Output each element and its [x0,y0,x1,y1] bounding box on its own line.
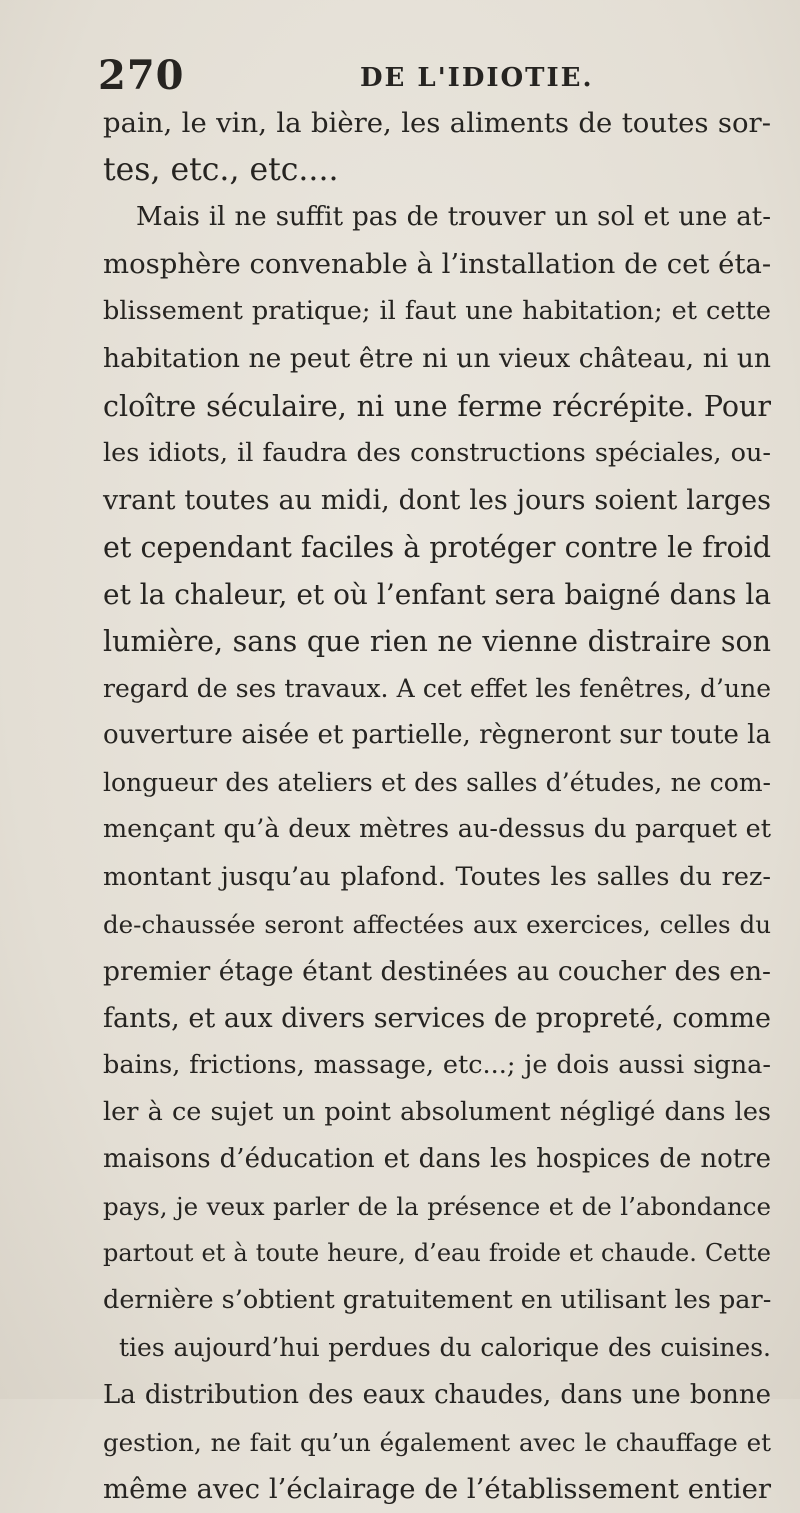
body-text [103,100,771,1513]
page-number: 270 [98,52,185,99]
text-line: tes, etc., etc.... [103,152,339,189]
text-line: mençant qu’à deux mètres au-dessus du parquet et [103,814,771,845]
running-head [0,50,800,102]
text-line: mosphère convenable à l’installation de cet éta- [103,248,772,281]
text-line: Mais il ne suffit pas de trouver un sol et une at- [136,202,771,233]
text-line: montant jusqu’au plafond. Toutes les salles du rez- [103,861,771,892]
text-line: premier étage étant destinées au coucher des en- [103,955,771,987]
text-line: de-chaussée seront affectées aux exercices, celles du [103,909,771,939]
text-line: ler à ce sujet un point absolument négligé dans les [103,1096,771,1127]
text-line: habitation ne peut être ni un vieux château, ni un [103,343,771,375]
text-line: longueur des ateliers et des salles d’études, ne com- [103,768,771,798]
text-line: blissement pratique; il faut une habitation; et cette [103,296,771,327]
text-line: gestion, ne fait qu’un également avec le chauffage et [103,1427,771,1457]
text-line: La distribution des eaux chaudes, dans une bonne [103,1379,771,1410]
text-line: lumière, sans que rien ne vienne distraire son [103,625,771,659]
text-line: et la chaleur, et où l’enfant sera baigné dans la [103,577,772,611]
text-line: et cependant faciles à protéger contre le froid [103,530,771,564]
text-line: dernière s’obtient gratuitement en utilisant les par- [103,1285,772,1316]
text-line: même avec l’éclairage de l’établissement entier [103,1472,771,1505]
text-line: partout et à toute heure, d’eau froide et chaude. Cette [103,1239,771,1268]
text-line: cloître séculaire, ni une ferme récrépite. Pour [103,389,771,423]
text-line: fants, et aux divers services de propreté, comme [103,1002,771,1034]
text-line: regard de ses travaux. A cet effet les fenêtres, d’une [103,674,771,704]
text-line: vrant toutes au midi, dont les jours soient larges [103,484,771,516]
text-line: maisons d’éducation et dans les hospices de notre [103,1144,771,1175]
text-line: ouverture aisée et partielle, règneront sur toute la [103,720,771,751]
text-line: ties aujourd’hui perdues du calorique des cuisines. [119,1333,771,1363]
text-line: les idiots, il faudra des constructions spéciales, ou- [103,437,771,468]
running-title: DE L'IDIOTIE. [360,63,594,93]
text-line: pain, le vin, la bière, les aliments de toutes sor- [103,107,771,139]
text-line: pays, je veux parler de la présence et de l’abondance [103,1192,771,1222]
text-line: bains, frictions, massage, etc...; je dois aussi signa- [103,1049,771,1080]
